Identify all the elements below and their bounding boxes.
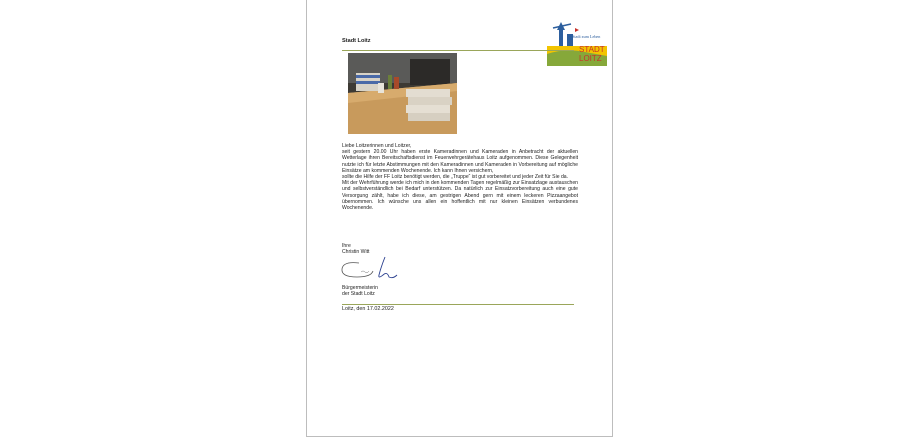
logo-tagline: Stadt zum Leben [572,34,601,39]
signer-office: der Stadt Loitz [342,291,375,297]
paragraph-1: seit gestern 20.00 Uhr haben erste Kameradinnen und Kameraden in Anbetracht der aktuellen Wetterlage ihren Bereitschaftsdienst im Feuerwehrgerätehaus Loitz aufgenommen. Diese Gelegenheit nutzte ich für letzte Abstimmungen mit den Kameradinnen und Kameraden in Vorbereitung auf mögliche Einsätze am kommenden Wochenende. Ich kann Ihnen versichern, [342,149,578,174]
place-date: Loitz, den 17.02.2022 [342,306,394,312]
logo-word-stadt: STADT [579,45,605,54]
paragraph-2: sollte die Hilfe der FF Loitz benötigt werden, die „Truppe“ ist gut vorbereitet und jeder Zeit für Sie da. [342,174,569,181]
letter-body [342,143,578,211]
closing: Ihre [342,243,351,249]
header-rule [342,50,574,51]
paragraph-3: Mit der Wehrführung werde ich mich in den kommenden Tagen regelmäßig zur Einsatzlage austauschen und selbstverständlich bei Bedarf unterstützen. Da natürlich zur Einsatzvorbereitung auch eine gute Versorgung zählt, habe ich diese, am gestrigen Abend gern mit einem leckeren Pizzaangebot übernommen. Ich wünsche uns allen ein hoffentlich mit nur kleinen Einsätzen verbundenes Wochenende. [342,180,578,212]
signer-name: Christin Witt [342,249,370,255]
organization-heading: Stadt Loitz [342,38,371,44]
salutation: Liebe Loitzerinnen und Loitzer, [342,143,412,149]
pizza-boxes-photo [348,53,457,134]
letter-page [306,0,613,437]
footer-rule [342,304,574,305]
logo-word-loitz: LOITZ [579,54,602,63]
handwritten-signature [337,255,403,283]
signer-title: Bürgermeisterin [342,285,378,291]
stadt-loitz-logo [545,20,609,66]
